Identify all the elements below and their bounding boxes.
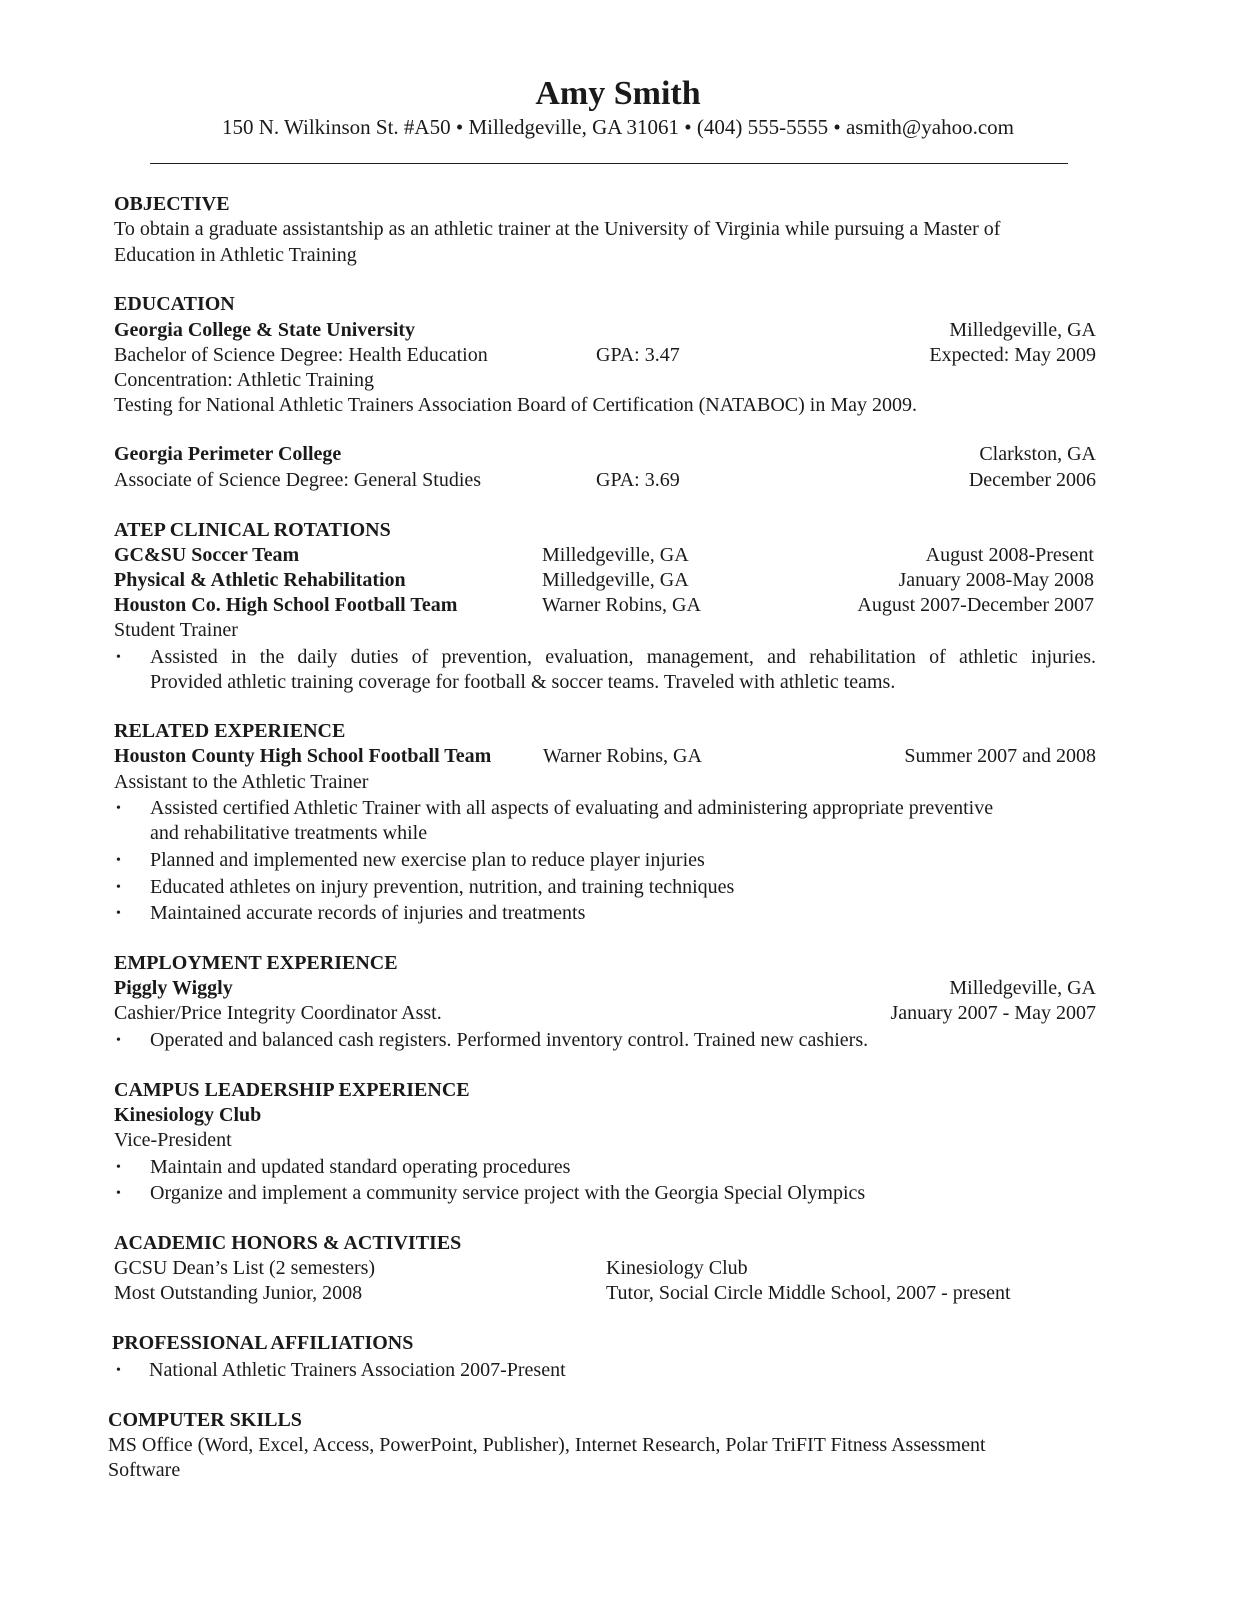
education-heading: EDUCATION (114, 293, 235, 315)
related-bullet3: Educated athletes on injury prevention, nutrition, and training techniques (150, 876, 735, 898)
rotation-location: Milledgeville, GA (542, 544, 689, 566)
related-bullet1-line2: and rehabilitative treatments while (150, 822, 428, 844)
bullet-icon: • (116, 853, 121, 868)
related-role: Assistant to the Athletic Trainer (114, 771, 369, 793)
related-bullet2: Planned and implemented new exercise plan to reduce player injuries (150, 849, 705, 871)
rotations-heading: ATEP CLINICAL ROTATIONS (114, 519, 391, 541)
skills-line1: MS Office (Word, Excel, Access, PowerPoint, Publisher), Internet Research, Polar TriFIT Fitness Assessment (108, 1434, 986, 1456)
rotation-date: August 2008-Present (925, 544, 1094, 566)
school1-degree: Bachelor of Science Degree: Health Education (114, 344, 488, 366)
school1-location: Milledgeville, GA (949, 319, 1096, 341)
bullet-icon: • (116, 650, 121, 665)
school2-name: Georgia Perimeter College (114, 443, 342, 465)
bullet-icon: • (116, 1363, 121, 1378)
rotation-name: GC&SU Soccer Team (114, 544, 300, 566)
school1-note: Testing for National Athletic Trainers Association Board of Certification (NATABOC) in May 2009. (114, 394, 917, 416)
rotation-name: Houston Co. High School Football Team (114, 594, 458, 616)
objective-text-line2: Education in Athletic Training (114, 244, 357, 266)
skills-heading: COMPUTER SKILLS (108, 1409, 302, 1431)
leadership-org: Kinesiology Club (114, 1104, 262, 1126)
employment-heading: EMPLOYMENT EXPERIENCE (114, 952, 398, 974)
related-date: Summer 2007 and 2008 (904, 745, 1096, 767)
objective-heading: OBJECTIVE (114, 193, 230, 215)
employment-org: Piggly Wiggly (114, 977, 233, 999)
bullet-icon: • (116, 1160, 121, 1175)
school2-date: December 2006 (968, 469, 1096, 491)
bullet-icon: • (116, 1033, 121, 1048)
contact-line: 150 N. Wilkinson St. #A50 • Milledgeville, GA 31061 • (404) 555-5555 • asmith@yahoo.com (221, 115, 1015, 139)
leadership-bullet2: Organize and implement a community service project with the Georgia Special Olympics (150, 1182, 866, 1204)
skills-line2: Software (108, 1459, 181, 1481)
bullet-icon: • (116, 801, 121, 816)
bullet-icon: • (116, 1186, 121, 1201)
rotations-bullet-line1: Assisted in the daily duties of prevention, evaluation, management, and rehabilitation of athletic injuries. (150, 646, 1096, 668)
rotations-role: Student Trainer (114, 619, 238, 641)
school2-location: Clarkston, GA (979, 443, 1096, 465)
school1-gpa: GPA: 3.47 (596, 344, 680, 366)
affiliations-bullet1: National Athletic Trainers Association 2007-Present (149, 1359, 566, 1381)
honors-left-item: GCSU Dean’s List (2 semesters) (114, 1257, 376, 1279)
school1-concentration: Concentration: Athletic Training (114, 369, 374, 391)
objective-text-line1: To obtain a graduate assistantship as an athletic trainer at the University of Virginia while pursuing a Master of (114, 218, 1001, 240)
bullet-icon: • (116, 880, 121, 895)
rotation-date: August 2007-December 2007 (857, 594, 1094, 616)
leadership-bullet1: Maintain and updated standard operating procedures (150, 1156, 571, 1178)
leadership-role: Vice-President (114, 1129, 232, 1151)
school2-gpa: GPA: 3.69 (596, 469, 680, 491)
leadership-heading: CAMPUS LEADERSHIP EXPERIENCE (114, 1079, 470, 1101)
related-bullet1-line1: Assisted certified Athletic Trainer with all aspects of evaluating and administering appropriate preventive (150, 797, 994, 819)
rotation-name: Physical & Athletic Rehabilitation (114, 569, 406, 591)
school2-degree: Associate of Science Degree: General Studies (114, 469, 482, 491)
honors-right-item: Kinesiology Club (606, 1257, 748, 1279)
rotation-location: Milledgeville, GA (542, 569, 689, 591)
related-bullet4: Maintained accurate records of injuries and treatments (150, 902, 586, 924)
related-location: Warner Robins, GA (543, 745, 702, 767)
school1-name: Georgia College & State University (114, 319, 416, 341)
rotation-date: January 2008-May 2008 (898, 569, 1094, 591)
school1-date: Expected: May 2009 (929, 344, 1096, 366)
employment-role: Cashier/Price Integrity Coordinator Asst. (114, 1002, 442, 1024)
bullet-icon: • (116, 906, 121, 921)
employment-date: January 2007 - May 2007 (890, 1002, 1096, 1024)
affiliations-heading: PROFESSIONAL AFFILIATIONS (112, 1332, 414, 1354)
related-heading: RELATED EXPERIENCE (114, 720, 346, 742)
employment-bullet1: Operated and balanced cash registers. Performed inventory control. Trained new cashiers. (150, 1029, 869, 1051)
header-divider (150, 163, 1068, 164)
rotations-bullet-line2: Provided athletic training coverage for football & soccer teams. Traveled with athletic teams. (150, 671, 896, 693)
rotation-location: Warner Robins, GA (542, 594, 701, 616)
honors-right-item: Tutor, Social Circle Middle School, 2007 - present (606, 1282, 1011, 1304)
employment-location: Milledgeville, GA (949, 977, 1096, 999)
honors-left-item: Most Outstanding Junior, 2008 (114, 1282, 363, 1304)
related-org: Houston County High School Football Team (114, 745, 492, 767)
honors-heading: ACADEMIC HONORS & ACTIVITIES (114, 1232, 462, 1254)
candidate-name: Amy Smith (535, 75, 701, 112)
